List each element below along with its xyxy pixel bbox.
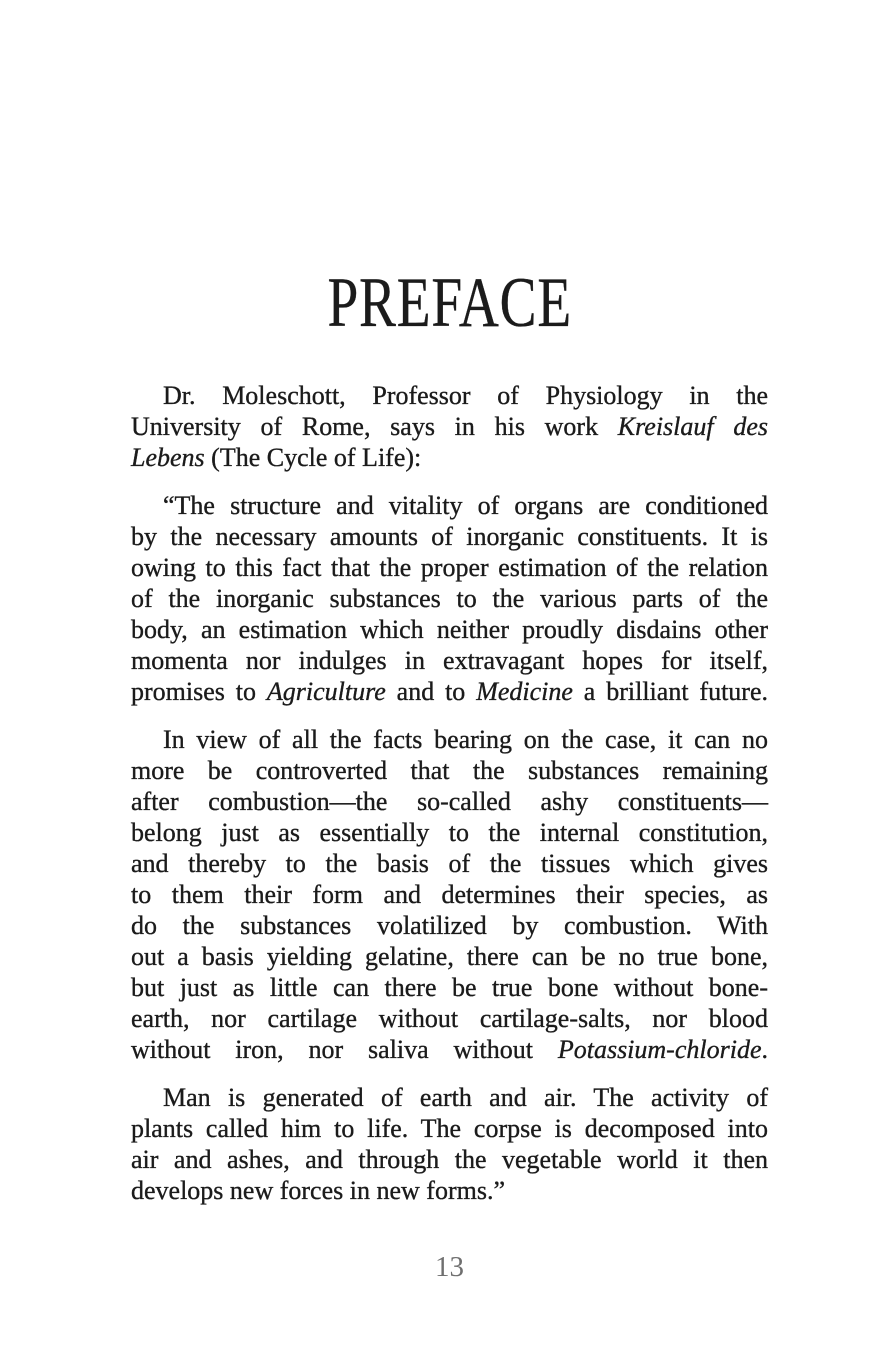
text-line: In view of all the facts bearing on the case, it can no: [163, 725, 768, 754]
paragraph: [131, 724, 768, 1065]
paragraph: [131, 380, 768, 473]
text-line: out a basis yielding gelatine, there can be no true bone,: [131, 942, 768, 971]
text-line: and thereby to the basis of the tissues which gives: [131, 849, 768, 878]
text-line: Man is generated of earth and air. The activity of: [163, 1083, 768, 1112]
text-line: earth, nor cartilage without cartilage-salts, nor blood: [131, 1004, 768, 1033]
page-title: [131, 264, 768, 342]
paragraph: [131, 1082, 768, 1206]
text-line: “The structure and vitality of organs are conditioned: [163, 491, 768, 520]
text-line: promises to Agriculture and to Medicine a brilliant future.: [131, 677, 769, 706]
text-line: University of Rome, says in his work Kreislauf des: [131, 412, 768, 441]
text-line: develops new forces in new forms.”: [131, 1176, 505, 1205]
text-line: by the necessary amounts of inorganic constituents. It is: [131, 522, 768, 551]
text-line: more be controverted that the substances remaining: [131, 756, 768, 785]
text-line: but just as little can there be true bone without bone-: [131, 973, 768, 1002]
text-line: air and ashes, and through the vegetable world it then: [131, 1145, 768, 1174]
text-line: to them their form and determines their species, as: [131, 880, 768, 909]
text-line: body, an estimation which neither proudly disdains other: [131, 615, 768, 644]
text-line: of the inorganic substances to the various parts of the: [131, 584, 768, 613]
paragraph: [131, 490, 768, 707]
text-line: do the substances volatilized by combustion. With: [131, 911, 768, 940]
page-body: [131, 380, 768, 1206]
text-line: after combustion—the so-called ashy constituents—: [131, 787, 768, 816]
text-line: Lebens (The Cycle of Life):: [131, 443, 422, 472]
text-line: belong just as essentially to the internal constitution,: [131, 818, 768, 847]
text-line: without iron, nor saliva without Potassium-chloride.: [131, 1035, 768, 1064]
text-line: plants called him to life. The corpse is decomposed into: [131, 1114, 768, 1143]
page-title-text: PREFACE: [327, 264, 572, 342]
text-line: momenta nor indulges in extravagant hopes for itself,: [131, 646, 768, 675]
page-number: 13: [435, 1251, 464, 1283]
text-line: owing to this fact that the proper estimation of the relation: [131, 553, 768, 582]
text-line: Dr. Moleschott, Professor of Physiology in the: [163, 381, 768, 410]
